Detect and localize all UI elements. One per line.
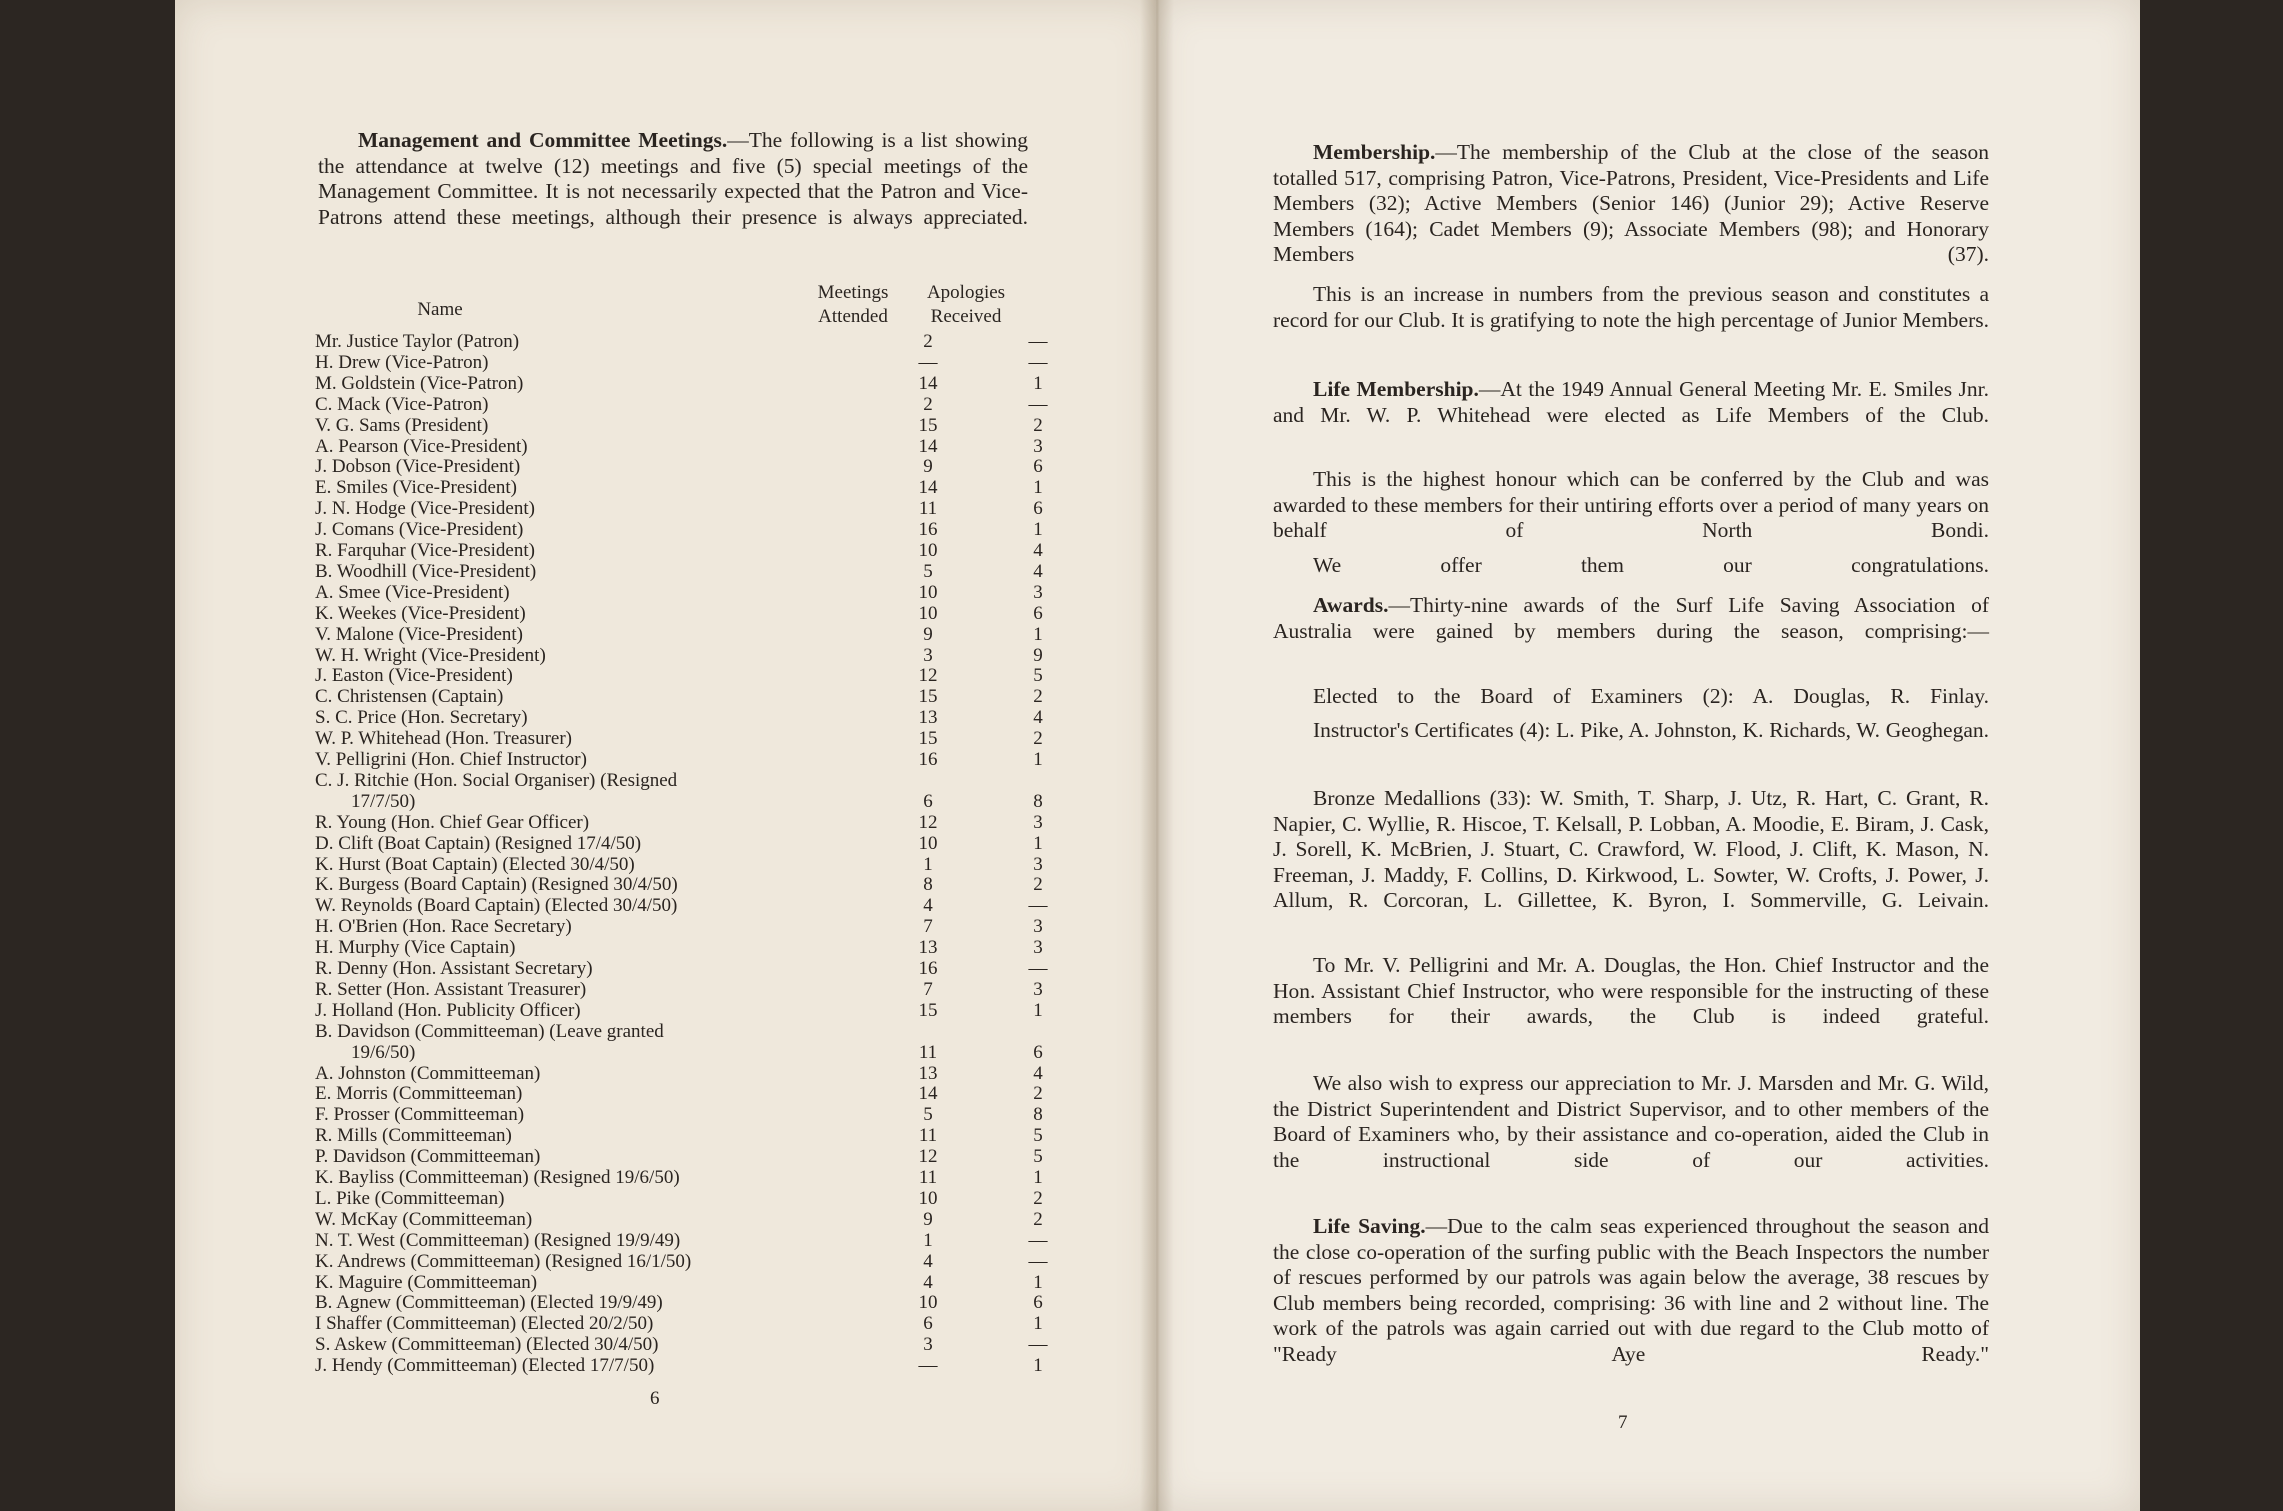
row-name: H. Drew (Vice-Patron)	[315, 351, 489, 373]
table-row	[315, 895, 1048, 917]
page-number-left: 6	[650, 1388, 660, 1409]
row-name: K. Weekes (Vice-President)	[315, 602, 526, 624]
row-meetings-attended: 8	[923, 874, 933, 896]
table-row	[315, 707, 1043, 729]
row-name: B. Davidson (Committeeman) (Leave granted	[315, 1020, 664, 1042]
row-apologies-received: 6	[1033, 602, 1043, 624]
table-row	[315, 1041, 1043, 1063]
row-name: C. Mack (Vice-Patron)	[315, 393, 489, 415]
row-meetings-attended: 11	[918, 1125, 938, 1147]
table-row	[315, 728, 1043, 750]
row-apologies-received: 1	[1033, 519, 1043, 541]
row-apologies-received: 4	[1033, 707, 1043, 729]
row-apologies-received: 1	[1033, 999, 1043, 1021]
row-name: V. Malone (Vice-President)	[315, 623, 523, 645]
row-meetings-attended: 16	[918, 749, 938, 770]
row-meetings-attended: 16	[918, 519, 938, 541]
awards-heading: Awards.	[1313, 593, 1389, 617]
congratulations-paragraph: We offer them our congratulations.	[1313, 553, 1989, 577]
row-meetings-attended: 5	[923, 560, 933, 582]
table-row	[315, 1334, 1048, 1356]
table-row	[315, 1250, 1048, 1272]
table-row	[315, 1229, 1048, 1251]
examiners-paragraph: Elected to the Board of Examiners (2): A. Douglas, R. Finlay.	[1313, 684, 1989, 708]
row-apologies-received: 2	[1033, 1187, 1043, 1209]
row-name: E. Morris (Committeeman)	[315, 1083, 523, 1105]
attendance-table	[315, 282, 1075, 1381]
table-row	[315, 1313, 1043, 1335]
row-apologies-received: 1	[1033, 372, 1043, 394]
page-number-right: 7	[1618, 1412, 1628, 1433]
row-meetings-attended: 5	[923, 1104, 933, 1126]
row-name: J. Comans (Vice-President)	[315, 519, 524, 541]
row-apologies-received: 4	[1033, 560, 1043, 582]
table-row	[315, 560, 1043, 582]
table-row	[315, 393, 1048, 415]
table-row	[315, 790, 1043, 812]
row-name: R. Young (Hon. Chief Gear Officer)	[315, 811, 590, 833]
row-meetings-attended: 15	[918, 728, 938, 750]
table-row	[315, 978, 1043, 1000]
life-saving-text: —Due to the calm seas experienced throughout the season and the close co-operation of the surfing public with the Beach Inspectors the number of rescues performed by our patrols was again below the average, 38 rescues by Club members being recorded, comprising: 36 with line and 2 without line. The work of the patrols was again carried out with due regard to the Club motto of "Ready Aye Ready."	[1273, 1214, 1989, 1366]
row-apologies-received: 2	[1033, 1083, 1043, 1105]
row-apologies-received: 2	[1033, 1208, 1043, 1230]
row-name: S. C. Price (Hon. Secretary)	[315, 707, 528, 729]
table-row	[315, 540, 1043, 561]
row-name: P. Davidson (Committeeman)	[315, 1146, 541, 1168]
row-name: E. Smiles (Vice-President)	[315, 477, 518, 499]
row-meetings-attended: 11	[918, 1167, 938, 1188]
row-meetings-attended: 10	[918, 540, 938, 561]
row-apologies-received: 6	[1033, 1041, 1043, 1063]
table-row	[315, 644, 1043, 666]
row-meetings-attended: 10	[918, 581, 938, 603]
row-apologies-received: 3	[1033, 581, 1043, 603]
row-name: J. N. Hodge (Vice-President)	[315, 498, 535, 520]
table-row	[315, 1104, 1043, 1126]
row-meetings-attended: 1	[923, 853, 933, 875]
table-row	[315, 1083, 1043, 1105]
row-apologies-received: 9	[1033, 644, 1043, 666]
row-apologies-received: 3	[1033, 937, 1043, 959]
table-row	[315, 456, 1043, 478]
row-meetings-attended: 12	[918, 1146, 938, 1168]
row-name: 17/7/50)	[351, 790, 416, 812]
row-meetings-attended: 3	[923, 644, 933, 666]
meetings-intro-text: —The following is a list showing the attendance at twelve (12) meetings and five (5) special meetings of the Management Committee. It is not necessarily expected that the Patron and Vice-Patrons attend these meetings, although their presence is always appreciated.	[318, 128, 1028, 229]
row-apologies-received: 3	[1033, 978, 1043, 1000]
row-meetings-attended: 4	[923, 1271, 933, 1293]
row-meetings-attended: —	[918, 1355, 938, 1377]
row-meetings-attended: 16	[918, 958, 938, 979]
row-name: K. Hurst (Boat Captain) (Elected 30/4/50)	[315, 853, 635, 875]
row-apologies-received: —	[1028, 1229, 1048, 1251]
row-name: N. T. West (Committeeman) (Resigned 19/9/49)	[315, 1229, 681, 1251]
book-gutter	[1140, 0, 1174, 1511]
row-apologies-received: —	[1028, 895, 1048, 917]
row-apologies-received: 1	[1033, 477, 1043, 499]
row-meetings-attended: 4	[923, 895, 933, 917]
row-name: R. Farquhar (Vice-President)	[315, 540, 535, 561]
appreciation-paragraph: We also wish to express our appreciation to Mr. J. Marsden and Mr. G. Wild, the District Superintendent and District Supervisor, and to other members of the Board of Examiners who, by their assistance and co-operation, aided the Club in the instructional side of our activities.	[1273, 1071, 1989, 1172]
row-name: A. Pearson (Vice-President)	[315, 435, 528, 457]
table-row	[315, 916, 1043, 938]
row-name: H. O'Brien (Hon. Race Secretary)	[315, 916, 572, 938]
row-name: K. Bayliss (Committeeman) (Resigned 19/6/50)	[315, 1167, 680, 1188]
row-name: R. Setter (Hon. Assistant Treasurer)	[315, 978, 587, 1000]
row-meetings-attended: 10	[918, 1292, 938, 1314]
row-apologies-received: 1	[1033, 832, 1043, 854]
row-name: L. Pike (Committeeman)	[315, 1187, 505, 1209]
row-meetings-attended: 6	[923, 790, 933, 812]
life-membership-heading: Life Membership.	[1313, 377, 1479, 401]
table-row	[315, 1021, 1035, 1042]
awards-text: —Thirty-nine awards of the Surf Life Saving Association of Australia were gained by members during the season, comprising:—	[1273, 593, 1989, 643]
life-membership-text: —At the 1949 Annual General Meeting Mr. E. Smiles Jnr. and Mr. W. P. Whitehead were elected as Life Members of the Club.	[1273, 377, 1989, 427]
table-row	[315, 498, 1043, 520]
row-name: 19/6/50)	[351, 1041, 416, 1063]
row-meetings-attended: 13	[918, 1062, 938, 1084]
row-apologies-received: 1	[1033, 623, 1043, 645]
table-row	[315, 811, 1043, 833]
row-name: A. Johnston (Committeeman)	[315, 1062, 541, 1084]
table-row	[315, 602, 1043, 624]
honour-paragraph: This is the highest honour which can be conferred by the Club and was awarded to these members for their untiring efforts over a period of many years on behalf of North Bondi.	[1273, 467, 1989, 542]
row-apologies-received: —	[1028, 393, 1048, 415]
row-apologies-received: 5	[1033, 665, 1043, 687]
membership-heading: Membership.	[1313, 140, 1436, 164]
table-row	[315, 958, 1048, 979]
row-meetings-attended: 12	[918, 811, 938, 833]
table-row	[315, 581, 1043, 603]
table-row	[315, 999, 1043, 1021]
row-apologies-received: 6	[1033, 1292, 1043, 1314]
table-row	[315, 770, 1035, 791]
thanks-instructors-paragraph: To Mr. V. Pelligrini and Mr. A. Douglas, the Hon. Chief Instructor and the Hon. Assistant Chief Instructor, who were responsible for the instructing of these members for their awards, the Club is indeed grateful.	[1273, 953, 1989, 1028]
row-apologies-received: 1	[1033, 749, 1043, 770]
life-saving-heading: Life Saving.	[1313, 1214, 1426, 1238]
row-meetings-attended: 7	[923, 978, 933, 1000]
row-meetings-attended: 2	[923, 393, 933, 415]
row-apologies-received: 2	[1033, 414, 1043, 436]
col-header-apologies: Apologies Received	[926, 282, 1006, 327]
table-row	[315, 351, 1048, 373]
table-row	[315, 937, 1043, 959]
meetings-heading: Management and Committee Meetings.	[358, 128, 728, 152]
row-name: S. Askew (Committeeman) (Elected 30/4/50)	[315, 1334, 659, 1356]
table-row	[315, 623, 1043, 645]
row-meetings-attended: 13	[918, 937, 938, 959]
row-name: R. Denny (Hon. Assistant Secretary)	[315, 958, 593, 979]
row-meetings-attended: 1	[923, 1229, 933, 1251]
row-apologies-received: 5	[1033, 1146, 1043, 1168]
row-apologies-received: 1	[1033, 1313, 1043, 1335]
row-apologies-received: 6	[1033, 456, 1043, 478]
table-row	[315, 1167, 1043, 1188]
row-name: V. G. Sams (President)	[315, 414, 489, 436]
row-apologies-received: 3	[1033, 916, 1043, 938]
life-membership-paragraph	[1273, 377, 1989, 454]
row-meetings-attended: 12	[918, 665, 938, 687]
row-meetings-attended: 14	[918, 372, 938, 394]
row-meetings-attended: 15	[918, 414, 938, 436]
row-name: B. Agnew (Committeeman) (Elected 19/9/49)	[315, 1292, 663, 1314]
row-name: M. Goldstein (Vice-Patron)	[315, 372, 524, 394]
awards-paragraph	[1273, 593, 1989, 670]
row-meetings-attended: 13	[918, 707, 938, 729]
row-apologies-received: 8	[1033, 1104, 1043, 1126]
row-name: W. Reynolds (Board Captain) (Elected 30/4/50)	[315, 895, 678, 917]
meetings-intro	[318, 128, 1028, 256]
row-apologies-received: 1	[1033, 1355, 1043, 1377]
table-row	[315, 1355, 1043, 1377]
row-apologies-received: 3	[1033, 435, 1043, 457]
table-row	[315, 372, 1043, 394]
row-name: K. Burgess (Board Captain) (Resigned 30/4/50)	[315, 874, 678, 896]
row-meetings-attended: 10	[918, 832, 938, 854]
table-row	[315, 1208, 1043, 1230]
row-name: H. Murphy (Vice Captain)	[315, 937, 516, 959]
row-name: J. Easton (Vice-President)	[315, 665, 513, 687]
row-apologies-received: 2	[1033, 728, 1043, 750]
row-apologies-received: 2	[1033, 874, 1043, 896]
row-name: W. H. Wright (Vice-President)	[315, 644, 546, 666]
row-name: Mr. Justice Taylor (Patron)	[315, 331, 520, 352]
row-meetings-attended: 3	[923, 1334, 933, 1356]
row-apologies-received: —	[1028, 958, 1048, 979]
life-saving-paragraph	[1273, 1214, 1989, 1393]
row-apologies-received: 3	[1033, 811, 1043, 833]
row-name: B. Woodhill (Vice-President)	[315, 560, 537, 582]
table-row	[315, 832, 1043, 854]
membership-text: —The membership of the Club at the close of the season totalled 517, comprising Patron, Vice-Patrons, President, Vice-Presidents and Life Members (32); Active Members (Senior 146) (Junior 29); Active Reserve Members (164); Cadet Members (9); Associate Members (98); and Honorary Members (37).	[1273, 140, 1989, 266]
increase-paragraph: This is an increase in numbers from the previous season and constitutes a record for our Club. It is gratifying to note the high percentage of Junior Members.	[1273, 282, 1989, 332]
row-name: J. Hendy (Committeeman) (Elected 17/7/50)	[315, 1355, 655, 1377]
row-meetings-attended: 7	[923, 916, 933, 938]
row-name: K. Andrews (Committeeman) (Resigned 16/1/50)	[315, 1250, 692, 1272]
col-header-name: Name	[417, 299, 463, 320]
row-name: D. Clift (Boat Captain) (Resigned 17/4/50)	[315, 832, 642, 854]
row-apologies-received: 1	[1033, 1167, 1043, 1188]
table-row	[315, 1146, 1043, 1168]
row-apologies-received: 4	[1033, 540, 1043, 561]
row-apologies-received: 1	[1033, 1271, 1043, 1293]
row-meetings-attended: 14	[918, 435, 938, 457]
row-name: A. Smee (Vice-President)	[315, 581, 510, 603]
table-row	[315, 749, 1043, 770]
row-apologies-received: 4	[1033, 1062, 1043, 1084]
row-name: R. Mills (Committeeman)	[315, 1125, 512, 1147]
row-meetings-attended: 11	[918, 1041, 938, 1063]
table-row	[315, 1187, 1043, 1209]
table-row	[315, 519, 1043, 541]
row-meetings-attended: 15	[918, 999, 938, 1021]
col-header-meetings: Meetings Attended	[817, 282, 889, 327]
row-apologies-received: 6	[1033, 498, 1043, 520]
row-name: C. Christensen (Captain)	[315, 686, 504, 708]
row-apologies-received: —	[1028, 1250, 1048, 1272]
table-row	[315, 1125, 1043, 1147]
row-meetings-attended: 9	[923, 1208, 933, 1230]
bronze-medallions-paragraph: Bronze Medallions (33): W. Smith, T. Sharp, J. Utz, R. Hart, C. Grant, R. Napier, C. Wyllie, R. Hiscoe, T. Kelsall, P. Lobban, A. Moodie, E. Biram, J. Cask, J. Sorell, K. McBrien, J. Stuart, C. Crawford, W. Flood, J. Clift, K. Mason, N. Freeman, J. Maddy, F. Collins, D. Kirkwood, L. Sowter, W. Crofts, J. Power, J. Allum, R. Corcoran, L. Gillettee, K. Byron, I. Sommerville, G. Leivain.	[1273, 786, 1989, 912]
row-name: V. Pelligrini (Hon. Chief Instructor)	[315, 749, 587, 770]
table-row	[315, 686, 1043, 708]
row-name: K. Maguire (Committeeman)	[315, 1271, 538, 1293]
row-meetings-attended: 9	[923, 456, 933, 478]
row-apologies-received: 2	[1033, 686, 1043, 708]
row-meetings-attended: 6	[923, 1313, 933, 1335]
row-apologies-received: 3	[1033, 853, 1043, 875]
row-name: J. Dobson (Vice-President)	[315, 456, 521, 478]
table-row	[315, 1292, 1043, 1314]
row-name: W. McKay (Committeeman)	[315, 1208, 533, 1230]
row-meetings-attended: 10	[918, 1187, 938, 1209]
row-meetings-attended: 4	[923, 1250, 933, 1272]
table-row	[315, 414, 1043, 436]
table-row	[315, 477, 1043, 499]
row-name: C. J. Ritchie (Hon. Social Organiser) (Resigned	[315, 769, 678, 791]
table-row	[315, 853, 1043, 875]
row-meetings-attended: 10	[918, 602, 938, 624]
table-row	[315, 331, 1048, 352]
row-apologies-received: 5	[1033, 1125, 1043, 1147]
row-meetings-attended: 14	[918, 1083, 938, 1105]
row-meetings-attended: 14	[918, 477, 938, 499]
row-name: I Shaffer (Committeeman) (Elected 20/2/50)	[315, 1313, 654, 1335]
row-name: W. P. Whitehead (Hon. Treasurer)	[315, 728, 572, 750]
row-apologies-received: —	[1028, 1334, 1048, 1356]
table-row	[315, 435, 1043, 457]
row-apologies-received: —	[1028, 331, 1048, 352]
instructors-paragraph: Instructor's Certificates (4): L. Pike, A. Johnston, K. Richards, W. Geoghegan.	[1313, 718, 1989, 742]
row-name: J. Holland (Hon. Publicity Officer)	[315, 999, 581, 1021]
row-name: F. Prosser (Committeeman)	[315, 1104, 525, 1126]
row-apologies-received: —	[1028, 351, 1048, 373]
membership-paragraph	[1273, 140, 1989, 293]
row-meetings-attended: 9	[923, 623, 933, 645]
table-row	[315, 665, 1043, 687]
row-meetings-attended: 2	[923, 331, 933, 352]
table-row	[315, 1271, 1043, 1293]
row-meetings-attended: —	[918, 351, 938, 373]
row-meetings-attended: 11	[918, 498, 938, 520]
table-row	[315, 874, 1043, 896]
row-apologies-received: 8	[1033, 790, 1043, 812]
row-meetings-attended: 15	[918, 686, 938, 708]
table-row	[315, 1062, 1043, 1084]
